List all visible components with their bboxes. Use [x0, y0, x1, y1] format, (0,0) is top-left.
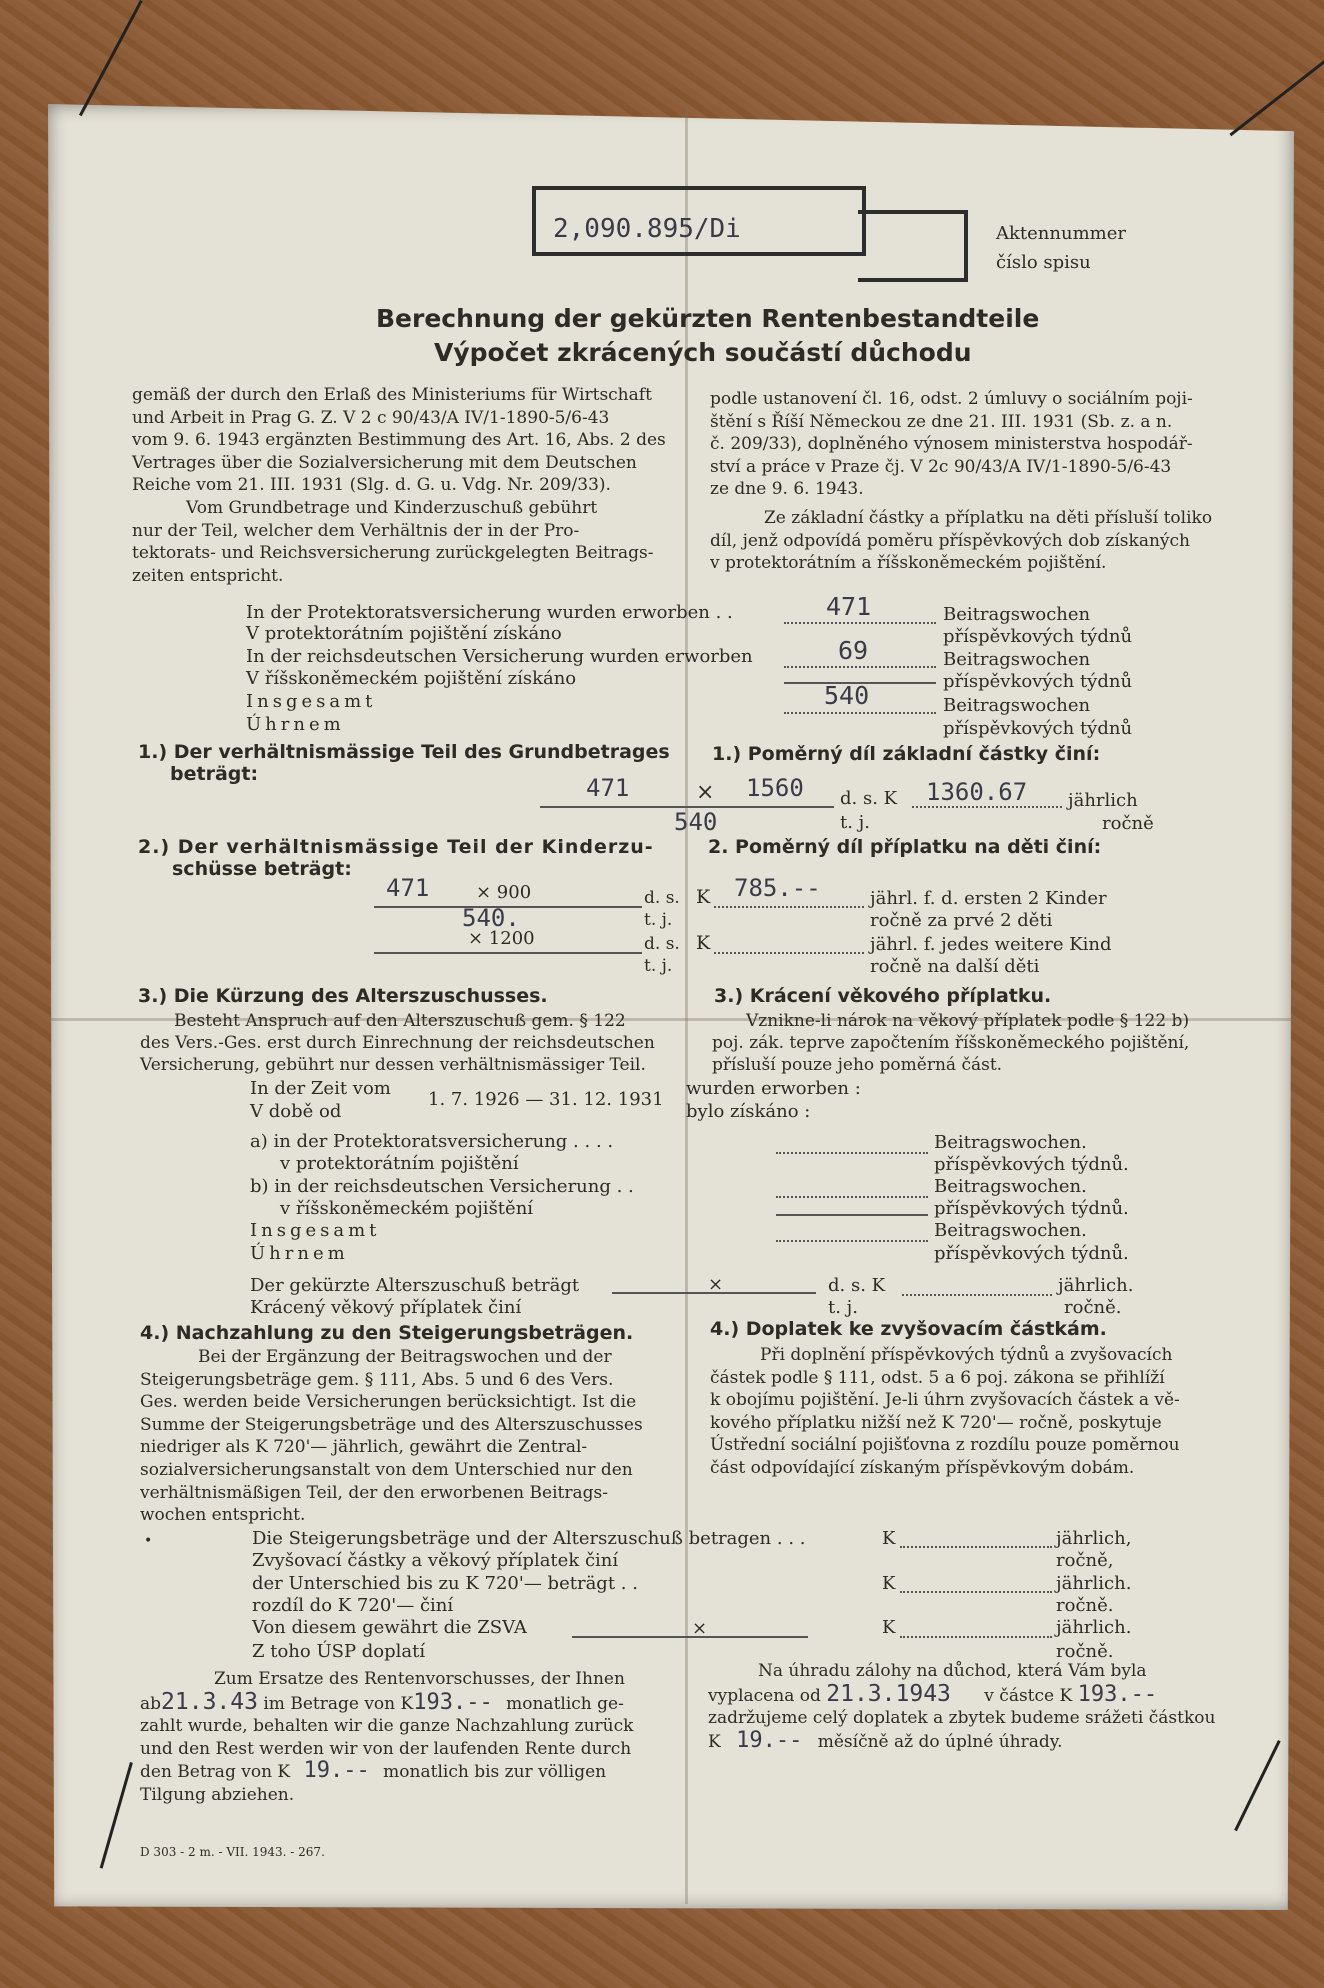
- file-number-box-right: [858, 210, 968, 282]
- s3-unit-cs-3: příspěvkových týdnů.: [934, 1243, 1129, 1264]
- s3-period-value: 1. 7. 1926 — 31. 12. 1931: [428, 1089, 664, 1110]
- s4-k-3: K: [882, 1617, 896, 1638]
- closing-cs-amount: 193.--: [1077, 1681, 1158, 1707]
- s2-mult1: × 900: [476, 882, 532, 903]
- weeks-reich-line: [784, 666, 936, 668]
- s3-total-line: [776, 1240, 928, 1242]
- s3-per-de: jährlich.: [1058, 1275, 1134, 1296]
- s3-times: ×: [708, 1274, 724, 1295]
- closing-cs-date: 21.3.1943: [826, 1680, 951, 1707]
- weeks-prot-de: In der Protektoratsversicherung wurden erworben . .: [246, 602, 733, 623]
- intro-de: gemäß der durch den Erlaß des Ministeriums für Wirtschaft und Arbeit in Prag G. Z. V 2 c 90/43/A IV/1-1890-5/6-43 vom 9. 6. 1943 ergänzten Bestimmung des Art. 16, Abs. 2 des Vertrages über die Sozialversicherung mit dem Deutschen Reiche vom 21. III. 1931 (Slg. d. G. u. Vdg. Nr. 209/33). Vom Grundbetrage und Kinderzuschuß gebührt nur der Teil, welcher dem Verhältnis der in der Pro- tektorats- und Reichsversicherung zurückgelegten Beitrags- zeiten entspricht.: [132, 385, 666, 586]
- closing-cs-line-1: Na úhradu zálohy na důchod, která Vám byla: [758, 1661, 1147, 1681]
- s3-reduced-de: Der gekürzte Alterszuschuß beträgt: [250, 1275, 580, 1296]
- closing-de-line-1: Zum Ersatze des Rentenvorschusses, der Ihnen: [214, 1669, 625, 1689]
- form-code: D 303 - 2 m. - VII. 1943. - 267.: [140, 1845, 325, 1859]
- s4-per-cs-1: ročně,: [1056, 1550, 1114, 1571]
- closing-de: Zum Ersatze des Rentenvorschusses, der Ihnen ab21.3.43 im Betrage von K193.-- monatlich ge- zahlt wurde, behalten wir die ganze Nachzahlung zurück und den Rest werden wir von der laufenden Rente durch den Betrag von K 19.-- monatlich bis zur völligen Tilgung abziehen.: [140, 1669, 634, 1805]
- fold-crease-vertical: [685, 104, 688, 1904]
- s4-row1-line: [900, 1546, 1052, 1548]
- weeks-unit-cs-3: příspěvkových týdnů: [943, 718, 1133, 739]
- s3-title-cs: 3.) Krácení věkového příplatku.: [714, 985, 1052, 1007]
- s4-text-cs: Při doplnění příspěvkových týdnů a zvyšovacích částek podle § 111, odst. 5 a 6 poj. zákona se přihlíží k obojímu pojištění. Je-li úhrn zvyšovacích částek a vě- kového příplatku nižší než K 720'— ročně, poskytuje Ústřední sociální pojišťovna z rozdílu pouze poměrnou část odpovídající získaným příspěvkovým dobám.: [710, 1345, 1180, 1478]
- s3-b-de: b) in der reichsdeutschen Versicherung . .: [250, 1176, 634, 1197]
- closing-cs-rate: 19.--: [736, 1727, 803, 1753]
- s3-acquired-de: wurden erworben :: [686, 1078, 861, 1099]
- s4-title-cs: 4.) Doplatek ke zvyšovacím částkám.: [710, 1318, 1107, 1340]
- s1-title-de-2: beträgt:: [170, 763, 259, 785]
- s4-title-de: 4.) Nachzahlung zu den Steigerungsbeträgen.: [140, 1322, 634, 1344]
- s4-per-cs-3: ročně.: [1056, 1641, 1114, 1662]
- file-label-de: Aktennummer: [996, 223, 1126, 244]
- s4-row2-line: [900, 1591, 1052, 1593]
- s4-times: ×: [692, 1618, 708, 1639]
- weeks-total-value: 540: [824, 681, 870, 710]
- s1-cur-de: d. s. K: [840, 788, 898, 809]
- s3-unit-de-2: Beitragswochen.: [934, 1176, 1087, 1197]
- s2-k-1: K: [696, 886, 711, 908]
- s2-k-2: K: [696, 932, 711, 954]
- s4-k-2: K: [882, 1573, 896, 1594]
- weeks-unit-de-3: Beitragswochen: [943, 695, 1091, 716]
- s3-period-de: In der Zeit vom: [250, 1078, 391, 1099]
- s3-a-de: a) in der Protektoratsversicherung . . . .: [250, 1131, 614, 1152]
- s2-first-cs: ročně za prvé 2 děti: [870, 910, 1053, 931]
- s3-period-cs: V době od: [250, 1101, 342, 1122]
- s3-b-cs: v říšskoněmeckém pojištění: [280, 1198, 534, 1219]
- weeks-unit-cs-2: příspěvkových týdnů: [943, 671, 1133, 692]
- weeks-prot-value: 471: [826, 592, 872, 621]
- weeks-reich-value: 69: [838, 636, 869, 665]
- weeks-reich-cs: V říšskoněmeckém pojištění získáno: [246, 668, 577, 689]
- file-number: 2,090.895/Di: [553, 214, 741, 244]
- s3-unit-cs-1: příspěvkových týdnů.: [934, 1154, 1129, 1175]
- closing-de-line-2: ab21.3.43 im Betrage von K193.-- monatlich ge-: [140, 1688, 624, 1715]
- weeks-prot-cs: V protektorátním pojištění získáno: [246, 623, 562, 644]
- s2-further-line: [714, 952, 864, 954]
- s3-b-line: [776, 1196, 928, 1198]
- s4-row3-line: [900, 1636, 1052, 1638]
- s1-period-de: jährlich: [1068, 790, 1138, 811]
- weeks-unit-de-2: Beitragswochen: [943, 649, 1091, 670]
- s4-text-de: Bei der Ergänzung der Beitragswochen und der Steigerungsbeträge gem. § 111, Abs. 5 und 6 des Vers. Ges. werden beide Versicherungen berücksichtigt. Ist die Summe der Steigerungsbeträge und des Alterszuschusses niedriger als K 720'— jährlich, gewährt die Zentral- sozialversicherungsanstalt von dem Unterschied nur den verhältnismäßigen Teil, der den erworbenen Beitrags- wochen entspricht.: [140, 1347, 643, 1526]
- s3-unit-de-1: Beitragswochen.: [934, 1132, 1087, 1153]
- title-cs: Výpočet zkrácených součástí důchodu: [434, 338, 972, 367]
- s3-a-cs: v protektorátním pojištění: [280, 1153, 519, 1174]
- closing-cs-line-4: K 19.-- měsíčně až do úplné úhrady.: [708, 1727, 1063, 1753]
- s4-bullet: •: [144, 1533, 153, 1549]
- s3-unit-de-3: Beitragswochen.: [934, 1220, 1087, 1241]
- s1-period-cs: ročně: [1102, 813, 1154, 834]
- s3-a-line: [776, 1152, 928, 1154]
- s4-per-de-1: jährlich,: [1056, 1528, 1132, 1549]
- closing-de-date: 21.3.43: [161, 1688, 258, 1715]
- s2-cur-de-2: d. s.: [644, 934, 680, 954]
- s2-cur-cs-1: t. j.: [644, 910, 673, 930]
- s3-total-rule: [776, 1214, 928, 1216]
- closing-de-line-5: den Betrag von K 19.-- monatlich bis zur völligen: [140, 1758, 607, 1784]
- s1-times: ×: [696, 780, 715, 805]
- s3-unit-cs-2: příspěvkových týdnů.: [934, 1198, 1129, 1219]
- s4-row2-cs: rozdíl do K 720'— činí: [252, 1595, 454, 1616]
- intro-cs: podle ustanovení čl. 16, odst. 2 úmluvy o sociálním poji- štění s Říší Německou ze dne 21. III. 1931 (Sb. z. a n. č. 209/33), doplněného výnosem ministerstva hospodář- ství a práce v Praze čj. V 2c 90/43/A IV/1-1890-5/6-43 ze dne 9. 6. 1943. Ze základní částky a příplatku na děti přísluší toliko díl, jenž odpovídá poměru příspěvkových dob získaných v protektorátním a říšskoněmeckém pojištění.: [710, 389, 1213, 574]
- s3-text-de: Besteht Anspruch auf den Alterszuschuß gem. § 122 des Vers.-Ges. erst durch Einrechnung der reichsdeutschen Versicherung, gebührt nur dessen verhältnismässiger Teil.: [140, 1011, 655, 1075]
- s2-cur-cs-2: t. j.: [644, 956, 673, 976]
- s1-title-cs: 1.) Poměrný díl základní částky činí:: [712, 743, 1101, 765]
- s2-result-line: [714, 906, 864, 908]
- s2-further-de: jährl. f. jedes weitere Kind: [870, 934, 1112, 955]
- weeks-total-de: Insgesamt: [246, 691, 377, 712]
- s4-row3-cs: Z toho ÚSP doplatí: [252, 1641, 426, 1662]
- s4-row1-cs: Zvyšovací částky a věkový příplatek činí: [252, 1550, 619, 1571]
- s1-cur-cs: t. j.: [840, 812, 870, 833]
- closing-cs-line-2: vyplacena od 21.3.1943 v částce K 193.--: [708, 1680, 1158, 1707]
- s2-title-cs: 2. Poměrný díl příplatku na děti činí:: [708, 836, 1102, 858]
- s3-text-cs: Vznikne-li nárok na věkový příplatek podle § 122 b) poj. zák. teprve započtením říšskoněmeckého pojištění, přísluší pouze jeho poměrná část.: [712, 1011, 1190, 1075]
- s2-cur-de-1: d. s.: [644, 888, 680, 908]
- closing-de-amount: 193.--: [413, 1689, 493, 1715]
- s2-further-cs: ročně na další děti: [870, 956, 1040, 977]
- s3-cur-cs: t. j.: [828, 1297, 858, 1318]
- s1-numerator: 471: [586, 774, 630, 802]
- closing-cs: Na úhradu zálohy na důchod, která Vám byla vyplacena od 21.3.1943 v částce K 193.-- zadržujeme celý doplatek a zbytek budeme srážeti částkou K 19.-- měsíčně až do úplné úhrady.: [708, 1661, 1216, 1753]
- s4-row2-de: der Unterschied bis zu K 720'— beträgt . .: [252, 1573, 638, 1594]
- title-de: Berechnung der gekürzten Rentenbestandteile: [376, 304, 1040, 333]
- s4-per-de-3: jährlich.: [1056, 1617, 1132, 1638]
- s1-result-line: [912, 806, 1062, 808]
- s2-mult2: × 1200: [468, 928, 535, 949]
- s4-k-1: K: [882, 1528, 896, 1549]
- s2-further-rule: [374, 952, 642, 954]
- s1-denominator: 540: [674, 808, 718, 836]
- weeks-total-cs: Úhrnem: [246, 714, 345, 735]
- s3-total-cs: Úhrnem: [250, 1243, 349, 1264]
- s2-denominator: 540.: [462, 904, 520, 932]
- s3-per-cs: ročně.: [1064, 1297, 1122, 1318]
- s4-row3-de: Von diesem gewährt die ZSVA: [252, 1617, 527, 1638]
- weeks-total-line: [784, 712, 936, 714]
- s3-reduced-cs: Krácený věkový příplatek činí: [250, 1297, 522, 1318]
- closing-de-rate: 19.--: [303, 1758, 370, 1784]
- file-label-cs: číslo spisu: [996, 252, 1091, 273]
- document-sheet: [48, 104, 1294, 1910]
- s3-title-de: 3.) Die Kürzung des Alterszuschusses.: [138, 985, 548, 1007]
- s4-row1-de: Die Steigerungsbeträge und der Alterszuschuß betragen . . .: [252, 1528, 806, 1549]
- s1-multiplier: 1560: [746, 774, 804, 802]
- s3-reduced-line: [902, 1294, 1052, 1296]
- s2-numerator: 471: [386, 874, 430, 902]
- weeks-unit-cs-1: příspěvkových týdnů: [943, 626, 1133, 647]
- s2-title-de-2: schüsse beträgt:: [172, 858, 352, 880]
- s4-per-cs-2: ročně.: [1056, 1595, 1114, 1616]
- weeks-reich-de: In der reichsdeutschen Versicherung wurden erworben: [246, 646, 753, 667]
- s2-result: 785.--: [734, 874, 821, 902]
- s2-first-de: jährl. f. d. ersten 2 Kinder: [870, 888, 1107, 909]
- s1-result: 1360.67: [926, 778, 1028, 806]
- s2-title-de-1: 2.) Der verhältnismässige Teil der Kinderzu-: [138, 836, 654, 858]
- weeks-unit-de-1: Beitragswochen: [943, 604, 1091, 625]
- weeks-prot-line: [784, 622, 936, 624]
- s4-row3-rule: [572, 1636, 808, 1638]
- s3-total-de: Insgesamt: [250, 1220, 381, 1241]
- s1-title-de-1: 1.) Der verhältnismässige Teil des Grundbetrages: [138, 741, 670, 763]
- s4-per-de-2: jährlich.: [1056, 1573, 1132, 1594]
- s3-acquired-cs: bylo získáno :: [686, 1101, 811, 1122]
- s3-cur-de: d. s. K: [828, 1275, 886, 1296]
